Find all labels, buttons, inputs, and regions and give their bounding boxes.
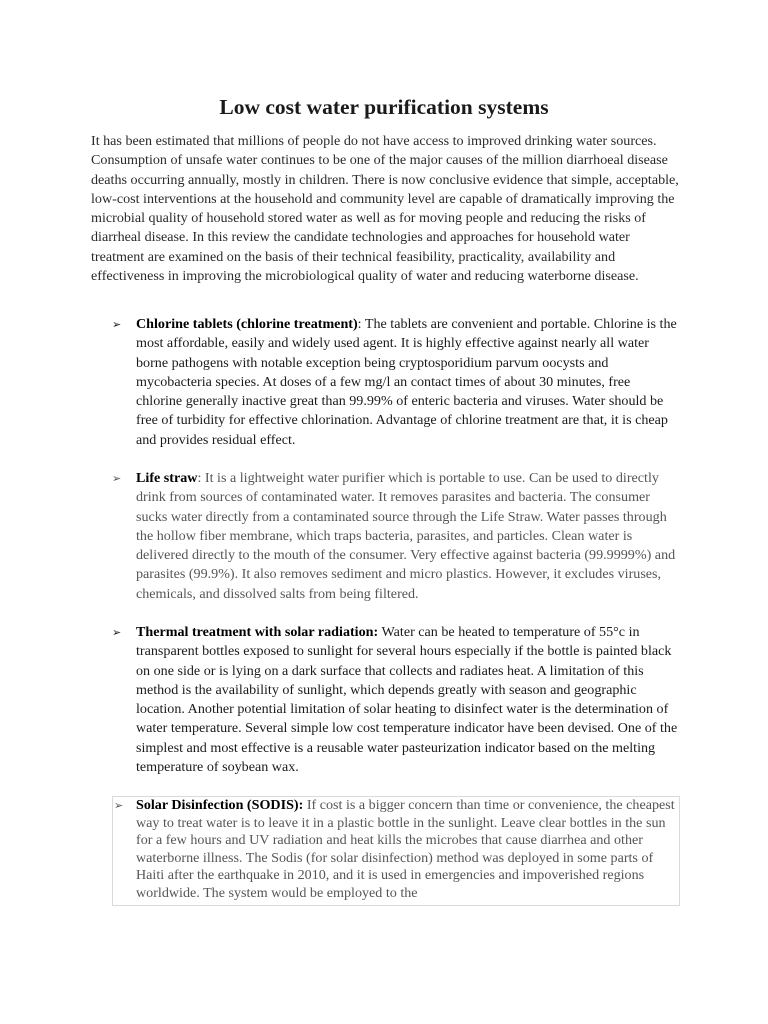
item-body: It is a lightweight water purifier which is portable to use. Can be used to directly drink from sources of contaminated water. It removes parasites and bacteria. The consumer sucks water directly from a contaminated source through the Life Straw. Water passes through the hollow fiber membrane, which traps bacteria, parasites, and particles. Clean water is delivered directly to the mouth of the consumer. Very effective against bacteria (99.9999%) and parasites (99.9%). It also removes sediment and micro plastics. However, it excludes viruses, chemicals, and dissolved salts from being filtered. [136,470,676,602]
item-heading: Solar Disinfection (SODIS): [136,797,304,813]
item-body: Water can be heated to temperature of 55°c in transparent bottles exposed to sunlight for several hours especially if the bottle is painted black on one side or is lying on a dark surface that collects and radiates heat. A limitation of this method is the availability of sunlight, which depends greatly with season and geographic location. Another potential limitation of solar heating to disinfect water is the determination of water temperature. Several simple low cost temperature indicator have been devised. One of the simplest and most effective is a reusable water pasteurization indicator based on the melting temperature of soybean wax. [136,624,678,776]
item-body: If cost is a bigger concern than time or convenience, the cheapest way to treat water is to leave it in a plastic bottle in the sunlight. Leave clear bottles in the sun for a few hours and UV radiation and heat kills the microbes that cause diarrhea and other waterborne illness. The Sodis (for solar disinfection) method was deployed in some parts of Haiti after the earthquake in 2010, and it is used in emergencies and impoverished regions worldwide. The system would be employed to the [136,797,675,901]
arrow-bullet-icon: ➢ [112,318,122,331]
intro-paragraph: It has been estimated that millions of people do not have access to improved drinking water sources. Consumption of unsafe water continues to be one of the major causes of the million diarrhoeal disease deaths occurring annually, mostly in children. There is now conclusive evidence that simple, acceptable, low-cost interventions at the household and community level are capable of dramatically improving the microbial quality of household stored water as well as for moving people and reducing the risks of diarrheal disease. In this review the candidate technologies and approaches for household water treatment are examined on the basis of their technical feasibility, practicality, availability and effectiveness in improving the microbiological quality of water and reducing waterborne disease. [91,133,679,285]
list-item-sodis [112,796,680,906]
list-item-thermal-treatment [112,623,678,777]
arrow-bullet-icon: ➢ [112,472,122,485]
item-heading: Chlorine tablets (chlorine treatment) [136,316,358,332]
item-separator: : [197,470,205,486]
item-separator: : [357,316,365,332]
item-heading: Thermal treatment with solar radiation: [136,624,379,640]
list-item-chlorine [112,315,678,450]
item-body: The tablets are convenient and portable. Chlorine is the most affordable, easily and widely used agent. It is highly effective against nearly all water borne pathogens with notable exception being cryptosporidium parvum oocysts and mycobacteria species. At doses of a few mg/l an contact times of about 30 minutes, free chlorine generally inactive great than 99.99% of enteric bacteria and viruses. Water should be free of turbidity for effective chlorination. Advantage of chlorine treatment are that, it is cheap and provides residual effect. [136,316,677,448]
arrow-bullet-icon: ➢ [114,799,124,812]
list-item-life-straw [112,469,678,604]
arrow-bullet-icon: ➢ [112,626,122,639]
item-heading: Life straw [136,470,198,486]
page-title: Low cost water purification systems [219,95,549,119]
